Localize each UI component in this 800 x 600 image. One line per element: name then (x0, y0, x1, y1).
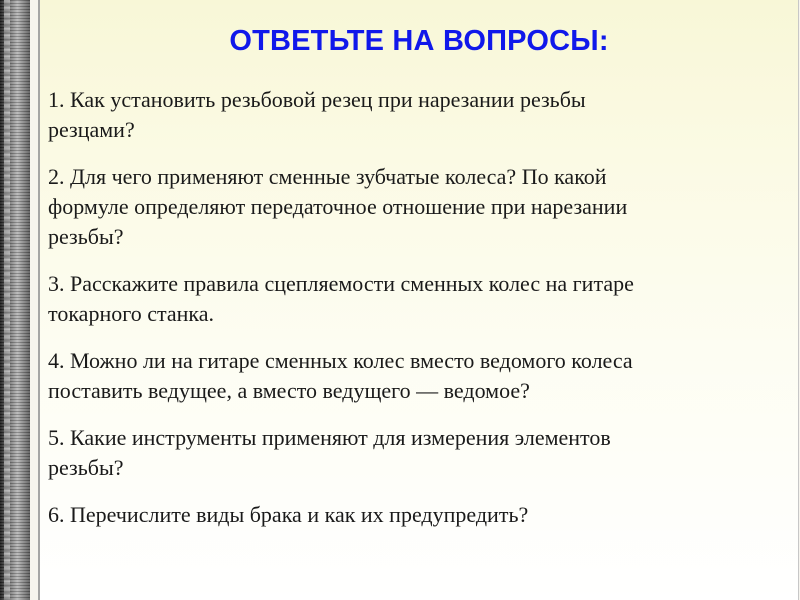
question-item-2 (48, 162, 778, 252)
decorative-left-strip (0, 0, 30, 600)
question-item-4 (48, 346, 778, 406)
question-1-line-2: резцами? (48, 117, 135, 142)
question-4-line-2: поставить ведущее, а вместо ведущего — ведомое? (48, 378, 530, 403)
question-3-line-2: токарного станка. (48, 301, 214, 326)
question-item-5 (48, 423, 778, 483)
question-item-1 (48, 85, 778, 145)
question-2-line-2: формуле определяют передаточное отношение при нарезании (48, 194, 628, 219)
question-item-3 (48, 269, 778, 329)
question-5-line-2: резьбы? (48, 455, 124, 480)
question-3-line-1: 3. Расскажите правила сцепляемости сменных колес на гитаре (48, 271, 634, 296)
question-6-line-1: 6. Перечислите виды брака и как их предупредить? (48, 502, 529, 527)
question-4-line-1: 4. Можно ли на гитаре сменных колес вместо ведомого колеса (48, 348, 633, 373)
page-title: ОТВЕТЬТЕ НА ВОПРОСЫ: (229, 25, 609, 57)
question-list (48, 85, 778, 547)
question-2-line-3: резьбы? (48, 224, 124, 249)
question-1-line-1: 1. Как установить резьбовой резец при нарезании резьбы (48, 87, 586, 112)
question-5-line-1: 5. Какие инструменты применяют для измерения элементов (48, 425, 611, 450)
question-2-line-1: 2. Для чего применяют сменные зубчатые колеса? По какой (48, 164, 607, 189)
presentation-slide (38, 0, 799, 600)
question-item-6 (48, 500, 778, 530)
